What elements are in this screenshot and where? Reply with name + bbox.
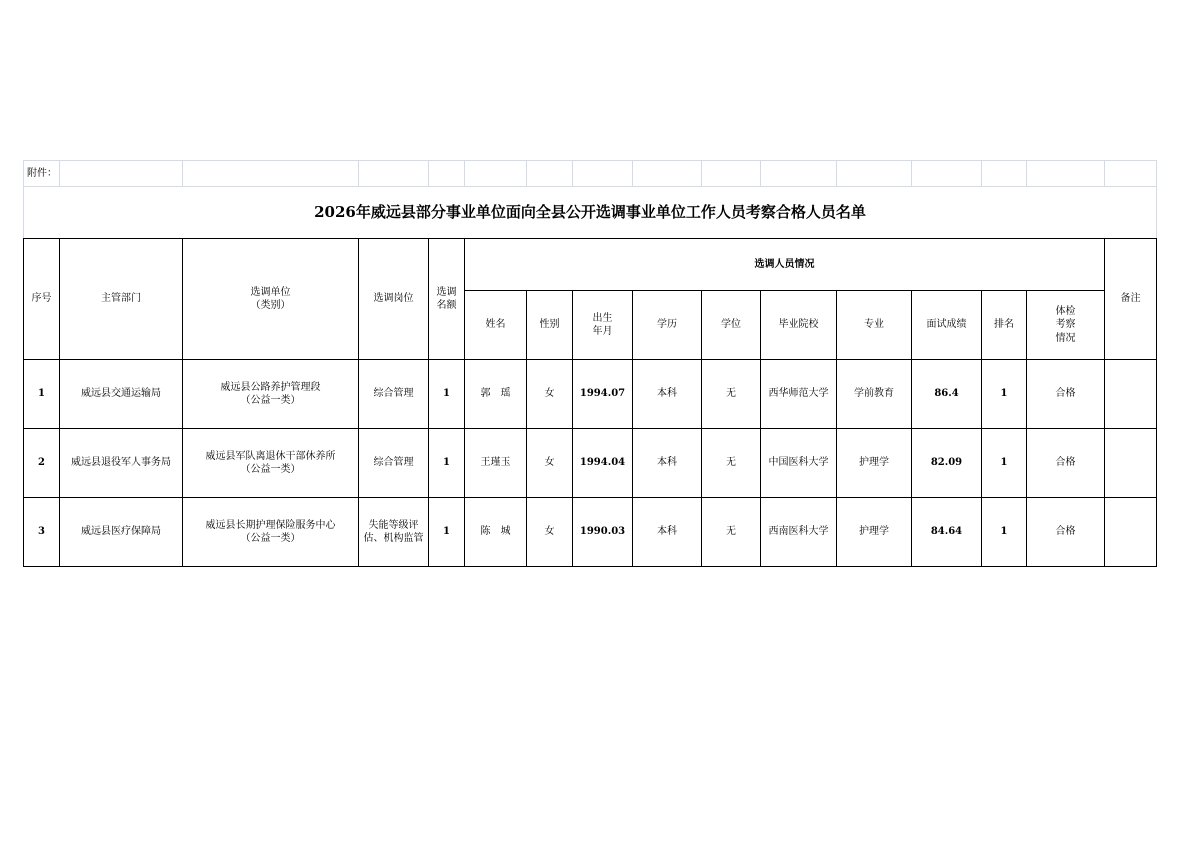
cell-dept: 威远县交通运输局 [60,360,183,429]
cell-seq: 3 [24,498,60,567]
cell-unit-line2: （公益一类） [240,533,301,544]
header-major: 专业 [837,291,912,360]
table-row [24,498,1157,567]
cell-post [359,498,429,567]
header-exam-line1: 体检 [1055,305,1076,317]
header-exam-line2: 考察 [1055,319,1076,331]
header-birth [573,291,633,360]
cell-major: 学前教育 [837,360,912,429]
cell-post-line2: 估、机构监管 [363,533,424,544]
cell-major: 护理学 [837,498,912,567]
cell-unit-line1: 威远县军队离退休干部休养所 [205,450,336,462]
header-score: 面试成绩 [912,291,982,360]
header-birth-line1: 出生 [592,312,613,324]
cell-exam: 合格 [1027,498,1105,567]
header-quota [429,239,465,360]
cell-major: 护理学 [837,429,912,498]
cell-post [359,360,429,429]
header-unit-line2: （类别） [250,300,291,311]
header-post: 选调岗位 [359,239,429,360]
cell-rank: 1 [982,429,1027,498]
cell-name: 王瑾玉 [465,429,527,498]
cell-dept: 威远县医疗保障局 [60,498,183,567]
cell-score: 82.09 [912,429,982,498]
cell-remark [1105,498,1157,567]
cell-school: 西南医科大学 [761,498,837,567]
cell-unit [183,498,359,567]
cell-degree: 无 [702,360,761,429]
cell-remark [1105,429,1157,498]
header-exam [1027,291,1105,360]
header-dept: 主管部门 [60,239,183,360]
cell-unit-line1: 威远县公路养护管理段 [220,381,321,393]
header-gender: 性别 [527,291,573,360]
header-unit-line1: 选调单位 [250,286,291,298]
cell-seq: 1 [24,360,60,429]
page-title: 2026年威远县部分事业单位面向全县公开选调事业单位工作人员考察合格人员名单 [314,203,866,222]
header-exam-line3: 情况 [1055,332,1076,344]
header-birth-line2: 年月 [592,326,613,337]
cell-post-line1: 综合管理 [373,457,414,469]
cell-degree: 无 [702,498,761,567]
cell-seq: 2 [24,429,60,498]
cell-gender: 女 [527,429,573,498]
header-quota-line1: 选调 [436,286,457,298]
roster-table [23,160,1157,567]
cell-name: 陈 城 [465,498,527,567]
header-row-1 [24,239,1157,291]
cell-unit [183,360,359,429]
table-row [24,360,1157,429]
cell-exam: 合格 [1027,429,1105,498]
cell-school: 西华师范大学 [761,360,837,429]
cell-birth: 1994.04 [573,429,633,498]
header-rank: 排名 [982,291,1027,360]
cell-unit-line2: （公益一类） [240,464,301,475]
cell-score: 84.64 [912,498,982,567]
cell-post-line1: 失能等级评 [368,519,419,531]
cell-unit [183,429,359,498]
cell-unit-line2: （公益一类） [240,395,301,406]
cell-rank: 1 [982,498,1027,567]
header-school: 毕业院校 [761,291,837,360]
header-remark: 备注 [1105,239,1157,360]
cell-edu: 本科 [633,498,702,567]
header-seq: 序号 [24,239,60,360]
cell-degree: 无 [702,429,761,498]
cell-post [359,429,429,498]
cell-score: 86.4 [912,360,982,429]
cell-quota: 1 [429,429,465,498]
cell-quota: 1 [429,360,465,429]
header-unit [183,239,359,360]
attachment-label: 附件： [24,161,60,187]
cell-edu: 本科 [633,360,702,429]
cell-exam: 合格 [1027,360,1105,429]
header-name: 姓名 [465,291,527,360]
header-edu: 学历 [633,291,702,360]
title-row [24,187,1157,239]
cell-name: 郭 瑶 [465,360,527,429]
header-quota-line2: 名额 [436,300,457,311]
cell-remark [1105,360,1157,429]
attachment-row [24,161,1157,187]
cell-dept: 威远县退役军人事务局 [60,429,183,498]
cell-unit-line1: 威远县长期护理保险服务中心 [205,519,336,531]
cell-edu: 本科 [633,429,702,498]
header-degree: 学位 [702,291,761,360]
cell-quota: 1 [429,498,465,567]
cell-post-line1: 综合管理 [373,388,414,400]
cell-birth: 1994.07 [573,360,633,429]
cell-rank: 1 [982,360,1027,429]
table-row [24,429,1157,498]
cell-birth: 1990.03 [573,498,633,567]
cell-school: 中国医科大学 [761,429,837,498]
header-group: 选调人员情况 [465,239,1105,291]
cell-gender: 女 [527,498,573,567]
cell-gender: 女 [527,360,573,429]
